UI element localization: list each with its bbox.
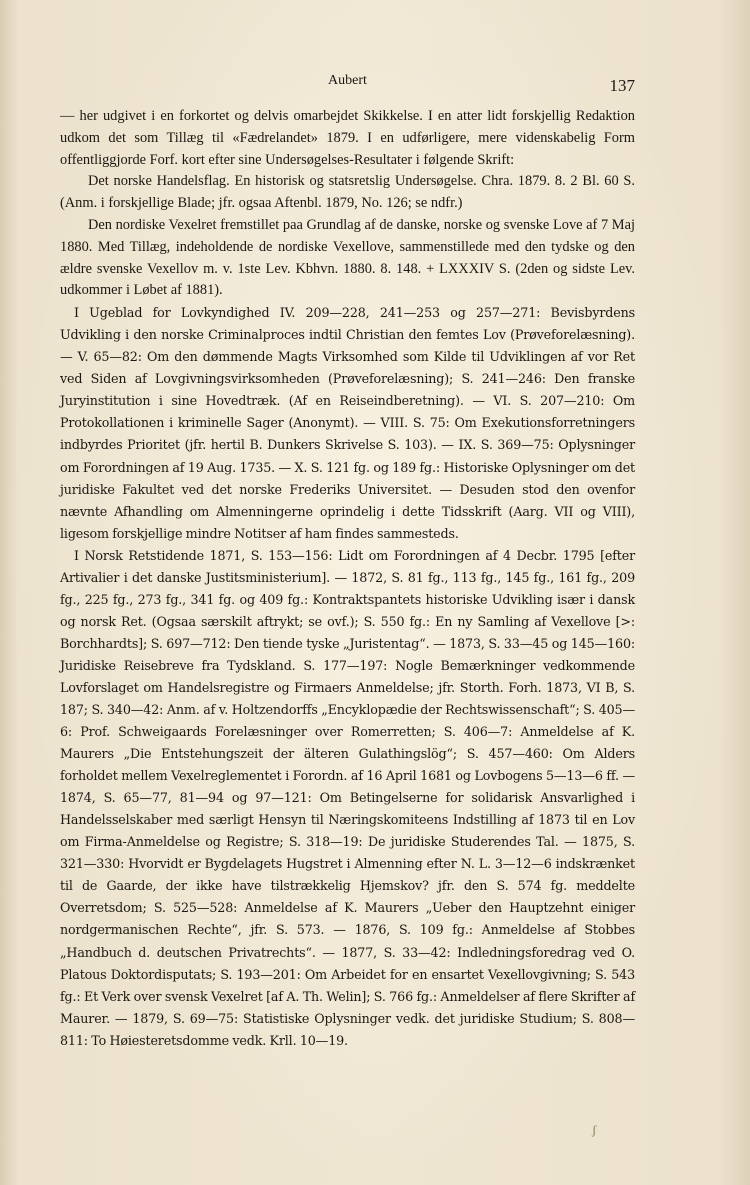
paragraph-handelsflag: Det norske Handelsflag. En historisk og statsretslig Undersøgelse. Chra. 1879. 8. 2 Bl. 60 S. (Anm. i forskjellige Blade; jfr. ogsaa Aftenbl. 1879, No. 126; se ndfr.) — [60, 173, 635, 212]
margin-mark: ʃ — [592, 1122, 597, 1137]
page-header — [60, 70, 635, 100]
running-head: Aubert — [328, 73, 367, 88]
paragraph-retstidende: I Norsk Retstidende 1871, S. 153—156: Lidt om Forordningen af 4 Decbr. 1795 [efter Artivalier i det danske Justitsministerium]. — 1872, S. 81 fg., 113 fg., 145 fg., 161 fg., 209 fg., 225 fg., 273 fg., 341 fg. og 409 fg.: Kontraktspantets historiske Udvikling især i dansk og norsk Ret. (Ogsaa særskilt aftrykt; se ovf.); S. 550 fg.: En ny Samling af Vexellove [>: Borchhardts]; S. 697—712: Den tiende tyske „Juristentag“. — 1873, S. 33—45 og 145—160: Juridiske Reisebreve fra Tydskland. S. 177—197: Nogle Bemærkninger vedkommende Lovforslaget om Handelsregistre og Firmaers Anmeldelse; jfr. Storth. Forh. 1873, VI B, S. 187; S. 340—42: Anm. af v. Holtzendorffs „Encyklopædie der Rechtswissenschaft“; S. 405—6: Prof. Schweigaards Forelæsninger over Romerretten; S. 406—7: Anmeldelse af K. Maurers „Die Entstehungszeit der älteren Gulathingslög“; S. 457—460: Om Alders forholdet mellem Vexelreglementet i Forordn. af 16 April 1681 og Lovbogens 5—13—6 ff. — 1874, S. 65—77, 81—94 og 97—121: Om Betingelserne for solidarisk Ansvarlighed i Handelsselskaber med særligt Hensyn til Næringskomiteens Indstilling af 1873 til en Lov om Firma-Anmeldelse og Registre; S. 318—19: De juridiske Studerendes Tal. — 1875, S. 321—330: Hvorvidt er Bygdelagets Hugstret i Almenning efter N. L. 3—12—6 indskrænket til de Gaarde, der ikke have tilstrækkelig Hjemskov? jfr. den S. 574 fg. meddelte Overretsdom; S. 525—528: Anmeldelse af K. Maurers „Ueber den Hauptzehnt einiger nordgermanischen Rechte“, jfr. S. 573. — 1876, S. 109 fg.: Anmeldelse af Stobbes „Handbuch d. deutschen Privatrechts“. — 1877, S. 33—42: Indledningsforedrag ved O. Platous Doktordisputats; S. 193—201: Om Arbeidet for en ensartet Vexellovgivning; S. 543 fg.: Et Verk over svensk Vexelret [af A. Th. Welin]; S. 766 fg.: Anmeldelser af flere Skrifter af Maurer. — 1879, S. 69—75: Statistiske Oplysninger vedk. det juridiske Studium; S. 808—811: To Høiesteretsdomme vedk. Krll. 10—19. — [60, 547, 635, 1048]
body-text — [60, 106, 635, 1052]
paragraph-ugeblad: I Ugeblad for Lovkyndighed IV. 209—228, 241—253 og 257—271: Bevisbyrdens Udvikling i den norske Criminalproces indtil Christian den femtes Lov (Prøveforelæsning). — V. 65—82: Om den dømmende Magts Virksomhed som Kilde til Udviklingen af vor Ret ved Siden af Lovgivningsvirksomheden (Prøveforelæsning); S. 241—246: Den franske Juryinstitution i sine Hovedtræk. (Af en Reiseindberetning). — VI. S. 207—210: Om Protokollationen i kriminelle Sager (Anonymt). — VIII. S. 75: Om Exekutionsforretningers indbyrdes Prioritet (jfr. hertil B. Dunkers Skrivelse S. 103). — IX. S. 369—75: Oplysninger om Forordningen af 19 Aug. 1735. — X. S. 121 fg. og 189 fg.: Historiske Oplysninger om det juridiske Fakultet ved det norske Frederiks Universitet. — Desuden stod den ovenfor nævnte Afhandling om Almenningerne oprindelig i dette Tidsskrift (Aarg. VII og VIII), ligesom forskjellige mindre Notitser af ham findes sammesteds. — [60, 305, 635, 541]
paragraph-vexelret: Den nordiske Vexelret fremstillet paa Grundlag af de danske, norske og svenske Love af 7 Maj 1880. Med Tillæg, indeholdende de nordiske Vexellove, sammenstillede med den tydske og den ældre svenske Vexellov m. v. 1ste Lev. Kbhvn. 1880. 8. 148. + LXXXIV S. (2den og sidste Lev. udkommer i Løbet af 1881). — [60, 216, 635, 299]
paragraph-intro: — her udgivet i en forkortet og delvis omarbejdet Skikkelse. I en atter lidt forskjellig Redaktion udkom det som Tillæg til «Fædrelandet» 1879. I en udførligere, mere videnskabelig Form offentliggjorde Forf. kort efter sine Undersøgelses-Resultater i følgende Skrift: — [60, 108, 635, 168]
page-number: 137 — [609, 76, 635, 95]
